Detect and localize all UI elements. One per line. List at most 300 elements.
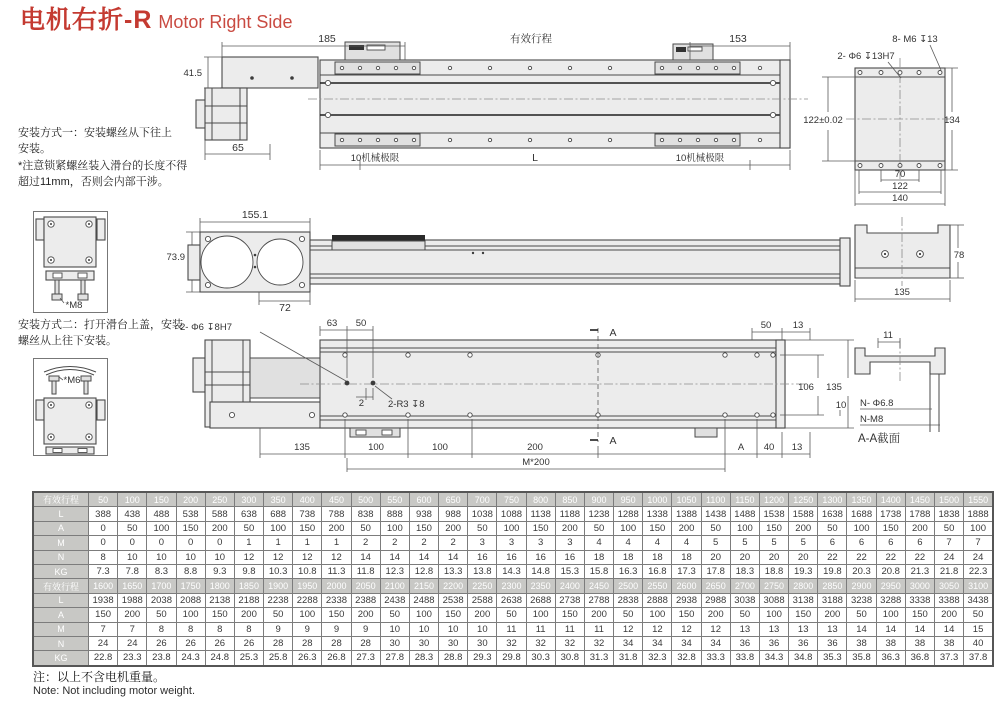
table-cell: 34.8 [789,651,818,666]
table-cell: 4 [643,536,672,550]
table-cell: 12 [643,622,672,636]
table-cell: 28 [264,636,293,650]
table-cell: 100 [409,608,438,622]
table-cell: 300 [234,492,263,507]
table-cell: 150 [322,608,351,622]
table-cell: 10 [147,550,176,564]
table-cell: 2438 [380,593,409,607]
section-aa [855,330,945,445]
table-cell: 8 [147,622,176,636]
table-cell: 27.3 [351,651,380,666]
table-cell: 150 [876,521,905,535]
table-cell: 9.3 [205,564,234,578]
table-cell: 50 [118,521,147,535]
table-cell: 21.3 [905,564,934,578]
table-cell: 100 [497,521,526,535]
table-cell: 100 [176,608,205,622]
table-cell: 150 [89,608,118,622]
table-cell: 1150 [730,492,759,507]
row-header: 有效行程 [33,492,89,507]
table-cell: 2688 [526,593,555,607]
spec-row-N [33,550,993,564]
table-cell: 7 [89,622,118,636]
table-cell: 2188 [234,593,263,607]
spec-row-L [33,593,993,607]
dim-78: 78 [953,250,965,261]
table-cell: 1350 [847,492,876,507]
table-cell: 30 [409,636,438,650]
table-cell: 34 [614,636,643,650]
table-cell: 33.3 [701,651,730,666]
table-cell: 9 [351,622,380,636]
table-cell: 2050 [351,579,380,593]
table-cell: 6 [905,536,934,550]
table-cell: 50 [264,608,293,622]
row-header: L [33,593,89,607]
table-cell: 2000 [322,579,351,593]
table-cell: 100 [643,608,672,622]
dim-m-200: M*200 [522,457,550,468]
table-cell: 1488 [730,507,759,521]
table-cell: 11.8 [351,564,380,578]
table-cell: 2 [439,536,468,550]
table-cell: 26.3 [293,651,322,666]
table-cell: 24 [964,550,993,564]
table-cell: 36 [759,636,788,650]
table-cell: 20.8 [876,564,905,578]
table-cell: 1800 [205,579,234,593]
table-cell: 7.3 [89,564,118,578]
table-cell: 34.3 [759,651,788,666]
row-header: KG [33,651,89,666]
table-cell: 9 [264,622,293,636]
table-cell: 14 [905,622,934,636]
table-cell: 1000 [643,492,672,507]
table-cell: 7 [934,536,963,550]
table-cell: 25.8 [264,651,293,666]
table-cell: 12 [614,622,643,636]
table-cell: 200 [934,608,963,622]
table-cell: 15 [964,622,993,636]
table-cell: 150 [759,521,788,535]
table-cell: 2550 [643,579,672,593]
table-cell: 2638 [497,593,526,607]
dim-mech-limit-left: 10机械极限 [350,153,400,164]
table-cell: 12 [672,622,701,636]
table-cell: 2450 [584,579,613,593]
table-cell: 2288 [293,593,322,607]
table-cell: 20.3 [847,564,876,578]
mount-method1-drawing [33,211,108,313]
table-cell: 0 [89,536,118,550]
table-cell: 19.3 [789,564,818,578]
dim-122-tol: 122±0.02 [803,115,843,126]
table-cell: 50 [89,492,118,507]
table-cell: 100 [147,521,176,535]
dim-72: 72 [279,302,291,312]
table-cell: 150 [205,608,234,622]
table-cell: 1400 [876,492,905,507]
table-cell: 150 [439,608,468,622]
table-cell: 1550 [964,492,993,507]
table-cell: 950 [614,492,643,507]
side-view [167,209,851,312]
table-cell: 200 [818,608,847,622]
table-cell: 1700 [147,579,176,593]
spec-row-KG [33,564,993,578]
table-cell: 8 [176,622,205,636]
table-cell: 6 [847,536,876,550]
table-cell: 50 [351,521,380,535]
table-cell: 588 [205,507,234,521]
table-cell: 20 [701,550,730,564]
table-cell: 26 [205,636,234,650]
table-cell: 9.8 [234,564,263,578]
table-cell: 50 [380,608,409,622]
table-cell: 150 [293,521,322,535]
table-cell: 50 [701,521,730,535]
table-cell: 4 [614,536,643,550]
table-cell: 27.8 [380,651,409,666]
table-cell: 8 [89,550,118,564]
table-cell: 2200 [439,579,468,593]
row-header: N [33,550,89,564]
table-cell: 4 [584,536,613,550]
table-cell: 32 [497,636,526,650]
table-cell: 16 [555,550,584,564]
table-cell: 688 [264,507,293,521]
table-cell: 200 [672,521,701,535]
spec-row-L [33,507,993,521]
table-cell: 8.3 [147,564,176,578]
table-cell: 3 [526,536,555,550]
spec-row-A [33,521,993,535]
table-cell: 1288 [614,507,643,521]
table-cell: 16.3 [614,564,643,578]
table-cell: 18.8 [759,564,788,578]
section-a-bottom: A [609,435,617,447]
table-cell: 100 [730,521,759,535]
table-cell: 3388 [934,593,963,607]
table-cell: 2500 [614,579,643,593]
table-cell: 600 [409,492,438,507]
table-cell: 22 [876,550,905,564]
table-cell: 11 [497,622,526,636]
table-cell: 750 [497,492,526,507]
dim-41-5: 41.5 [183,68,202,79]
section-a-top: A [609,327,617,339]
table-cell: 35.8 [847,651,876,666]
table-cell: 200 [439,521,468,535]
table-cell: 3188 [818,593,847,607]
table-cell: 1750 [176,579,205,593]
table-cell: 2 [409,536,438,550]
table-cell: 838 [351,507,380,521]
table-cell: 100 [293,608,322,622]
table-cell: 3000 [905,579,934,593]
spec-row-A [33,608,993,622]
table-cell: 800 [526,492,555,507]
table-cell: 2088 [176,593,205,607]
table-cell: 18 [672,550,701,564]
install-note-2: 安装方式二：打开滑台上盖，安装螺丝从上往下安装。 [18,319,183,347]
table-cell: 18 [614,550,643,564]
table-cell: 150 [176,521,205,535]
table-cell: 30 [468,636,497,650]
table-cell: 12 [234,550,263,564]
dim-65: 65 [232,142,244,154]
table-cell: 1638 [818,507,847,521]
table-cell: 2 [380,536,409,550]
table-cell: 28.8 [439,651,468,666]
table-cell: 2038 [147,593,176,607]
table-cell: 1650 [118,579,147,593]
table-cell: 1600 [89,579,118,593]
row-header: M [33,622,89,636]
table-cell: 34 [672,636,701,650]
rail-cross-section [855,217,964,302]
table-cell: 15.8 [584,564,613,578]
table-cell: 700 [468,492,497,507]
table-cell: 1900 [264,579,293,593]
table-cell: 14 [847,622,876,636]
table-cell: 26 [234,636,263,650]
table-cell: 9 [293,622,322,636]
dim-50-right: 50 [760,320,772,331]
row-header: 有效行程 [33,579,89,593]
bottom-view-drawing [160,312,1000,488]
install-caution-note: *注意锁紧螺丝装入滑台的长度不得超过11mm，否则会内部干涉。 [18,160,188,188]
page-title-zh: 电机右折-R [20,6,153,34]
table-cell: 14 [876,622,905,636]
table-cell: 10 [380,622,409,636]
table-cell: 24.3 [176,651,205,666]
footnote-en: Note: Not including motor weight. [33,685,196,697]
table-cell: 36 [730,636,759,650]
table-cell: 32.8 [672,651,701,666]
table-cell: 150 [789,608,818,622]
table-cell: 2700 [730,579,759,593]
table-cell: 200 [701,608,730,622]
table-cell: 16.8 [643,564,672,578]
table-cell: 31.8 [614,651,643,666]
spec-table-body [33,492,993,666]
table-cell: 1500 [934,492,963,507]
table-cell: 21.8 [934,564,963,578]
table-cell: 438 [118,507,147,521]
table-cell: 2150 [409,579,438,593]
table-cell: 150 [526,521,555,535]
table-cell: 35.3 [818,651,847,666]
table-cell: 1138 [526,507,555,521]
end-view [803,34,960,206]
table-cell: 28 [351,636,380,650]
table-cell: 12.8 [409,564,438,578]
table-cell: 12 [293,550,322,564]
table-cell: 13 [759,622,788,636]
dim-140: 140 [892,193,908,204]
row-header: KG [33,564,89,578]
table-cell: 1950 [293,579,322,593]
label-2-pin-holes-bottom: 2- Φ6 ↧8H7 [180,322,232,333]
table-cell: 7 [118,622,147,636]
table-cell: 1438 [701,507,730,521]
table-cell: 37.8 [964,651,993,666]
table-cell: 200 [234,608,263,622]
table-cell: 2100 [380,579,409,593]
table-cell: 13 [789,622,818,636]
table-cell: 14 [409,550,438,564]
table-cell: 36.3 [876,651,905,666]
table-cell: 2738 [555,593,584,607]
table-cell: 38 [905,636,934,650]
label-n-m8: N-M8 [860,414,884,425]
table-cell: 2538 [439,593,468,607]
table-cell: 2850 [818,579,847,593]
table-cell: 1300 [818,492,847,507]
table-cell: 17.8 [701,564,730,578]
table-cell: 538 [176,507,205,521]
table-cell: 200 [322,521,351,535]
dim-2: 2 [358,398,364,409]
table-cell: 29.8 [497,651,526,666]
table-cell: 16 [468,550,497,564]
table-cell: 488 [147,507,176,521]
table-cell: 20 [789,550,818,564]
dim-153: 153 [729,33,747,45]
table-cell: 738 [293,507,322,521]
table-cell: 150 [905,608,934,622]
table-cell: 200 [205,521,234,535]
plan-view [184,32,809,170]
table-cell: 38 [934,636,963,650]
table-cell: 34 [701,636,730,650]
table-cell: 11 [584,622,613,636]
table-cell: 22 [818,550,847,564]
table-cell: 2238 [264,593,293,607]
table-cell: 100 [264,521,293,535]
spec-table-container [32,491,994,667]
table-cell: 24 [118,636,147,650]
dim-185: 185 [318,33,336,45]
spec-row-KG [33,651,993,666]
table-cell: 3 [497,536,526,550]
table-cell: 1838 [934,507,963,521]
table-cell: 6 [818,536,847,550]
table-cell: 1 [293,536,322,550]
dim-73-9: 73.9 [166,252,185,263]
table-cell: 1088 [497,507,526,521]
dim-134: 134 [944,115,960,126]
table-cell: 3050 [934,579,963,593]
page-title-en: Motor Right Side [158,12,293,32]
table-cell: 3238 [847,593,876,607]
table-cell: 16 [526,550,555,564]
table-cell: 5 [701,536,730,550]
spec-row-M [33,622,993,636]
table-cell: 30.8 [555,651,584,666]
table-cell: 13.8 [468,564,497,578]
table-cell: 50 [468,521,497,535]
table-cell: 13 [818,622,847,636]
table-cell: 10.3 [264,564,293,578]
dim-10: 10 [835,400,847,411]
table-cell: 0 [118,536,147,550]
table-cell: 200 [789,521,818,535]
table-cell: 1050 [672,492,701,507]
dim-70: 70 [894,169,906,180]
dim-135-right: 135 [826,382,842,393]
table-cell: 350 [264,492,293,507]
table-cell: 200 [468,608,497,622]
table-cell: 3 [468,536,497,550]
dim-effective-stroke: 有效行程 [510,33,552,45]
table-cell: 3338 [905,593,934,607]
spec-row-M [33,536,993,550]
table-cell: 988 [439,507,468,521]
table-cell: 2588 [468,593,497,607]
table-cell: 2400 [555,579,584,593]
dim-106: 106 [798,382,814,393]
table-cell: 200 [584,608,613,622]
table-cell: 2350 [526,579,555,593]
table-cell: 1200 [759,492,788,507]
table-cell: 3 [555,536,584,550]
table-cell: 2 [351,536,380,550]
table-cell: 3288 [876,593,905,607]
table-cell: 788 [322,507,351,521]
top-view-drawing [160,30,1000,215]
table-cell: 32.3 [643,651,672,666]
table-cell: 1250 [789,492,818,507]
table-cell: 100 [847,521,876,535]
table-cell: 2250 [468,579,497,593]
table-cell: 12 [264,550,293,564]
table-cell: 50 [818,521,847,535]
table-cell: 2988 [701,593,730,607]
table-cell: 10 [439,622,468,636]
table-cell: 1 [234,536,263,550]
table-cell: 23.3 [118,651,147,666]
table-cell: 7.8 [118,564,147,578]
table-cell: 14 [934,622,963,636]
table-cell: 3138 [789,593,818,607]
table-cell: 100 [876,608,905,622]
table-cell: 32 [555,636,584,650]
table-cell: 13 [730,622,759,636]
bottom-view [180,318,854,472]
dim-100b: 100 [432,442,448,453]
table-cell: 12.3 [380,564,409,578]
table-cell: 50 [934,521,963,535]
table-cell: 250 [205,492,234,507]
row-header: N [33,636,89,650]
table-cell: 2488 [409,593,438,607]
table-cell: 100 [118,492,147,507]
m6-bolt-label: *M6 [63,375,81,386]
table-cell: 22.8 [89,651,118,666]
mount-method2-drawing [33,358,108,456]
table-cell: 2938 [672,593,701,607]
table-cell: 1850 [234,579,263,593]
table-cell: 36.8 [905,651,934,666]
table-cell: 3038 [730,593,759,607]
table-cell: 638 [234,507,263,521]
table-cell: 18 [584,550,613,564]
table-cell: 40 [964,636,993,650]
table-cell: 30.3 [526,651,555,666]
row-header: A [33,521,89,535]
